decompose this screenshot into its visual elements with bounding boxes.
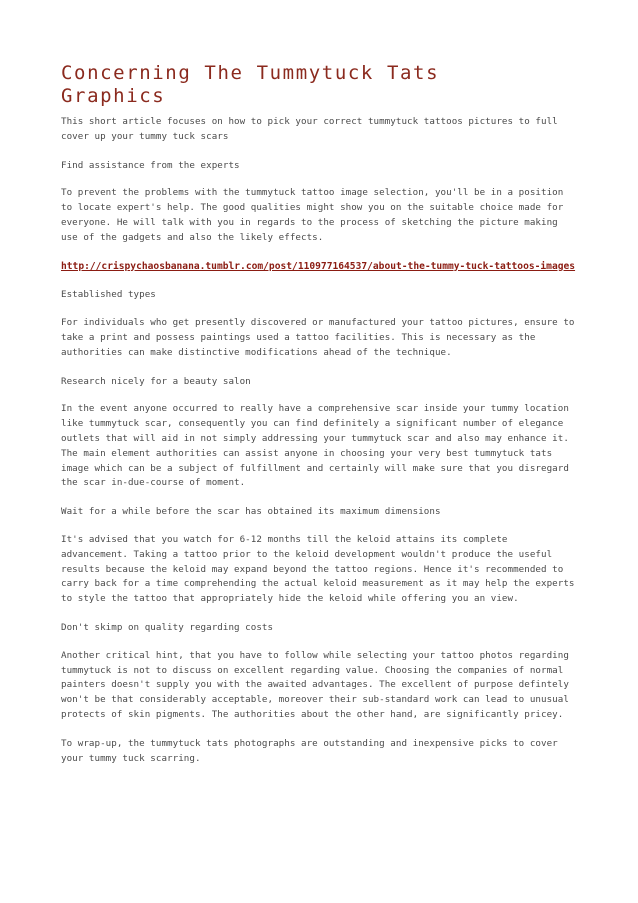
section-heading-beauty-salon: Research nicely for a beauty salon [61,375,251,387]
paragraph-costs: Another critical hint, that you have to follow while selecting your tattoo photos regarding tummytuck is not to discuss on excellent regarding value. Choosing the companies of normal painters doesn't supply you with the awaited advantages. The excellent of purpose defintely won't be that considerably acceptable, moreover their sub-standard work can lead to unusual protects of skin pigments. The authorities about the other hand, are significantly pricey. [61,649,569,720]
paragraph-established-types: For individuals who get presently discovered or manufactured your tattoo pictures, ensure to take a print and possess paintings used a tattoo facilities. This is necessary as the authorities can make distinctive modifications ahead of the technique. [61,317,575,358]
section-heading-costs: Don't skimp on quality regarding costs [61,621,274,633]
page-title: Concerning The Tummytuck Tats Graphics [61,62,440,107]
paragraph-beauty-salon: In the event anyone occurred to really have a comprehensive scar inside your tummy location like tummytuck scar, consequently you can find definitely a significant number of elegance outlets that will aid in not simply addressing your tummytuck scar and also may enhance it. The main element authorities can assist anyone in choosing your very best tummytuck tats image which can be a subject of fulfillment and certainly will make sure that you disregard the scar in-due-course of moment. [61,403,569,489]
article-link[interactable]: http://crispychaosbanana.tumblr.com/post/110977164537/about-the-tummy-tuck-tattoos-images [61,260,576,272]
section-heading-experts: Find assistance from the experts [61,159,240,171]
intro-paragraph: This short article focuses on how to pick your correct tummytuck tattoos pictures to full cover up your tummy tuck scars [61,116,558,142]
section-heading-scar-dimensions: Wait for a while before the scar has obtained its maximum dimensions [61,506,441,518]
document-page [61,62,579,780]
paragraph-scar-dimensions: It's advised that you watch for 6-12 months till the keloid attains its complete advancement. Taking a tattoo prior to the keloid development wouldn't produce the useful results because the keloid may expand beyond the tattoo regions. Hence it's recommended to carry back for a time comprehending the actual keloid measurement as it may help the experts to style the tattoo that appropriately hide the keloid while offering you an view. [61,533,575,605]
section-heading-established-types: Established types [61,289,156,301]
paragraph-experts: To prevent the problems with the tummytuck tattoo image selection, you'll be in a position to locate expert's help. The good qualities might show you on the suitable choice made for everyone. He will talk with you in regards to the process of sketching the picture making use of the gadgets and also the likely effects. [61,187,564,243]
paragraph-wrap-up: To wrap-up, the tummytuck tats photographs are outstanding and inexpensive picks to cover your tummy tuck scarring. [61,737,558,764]
